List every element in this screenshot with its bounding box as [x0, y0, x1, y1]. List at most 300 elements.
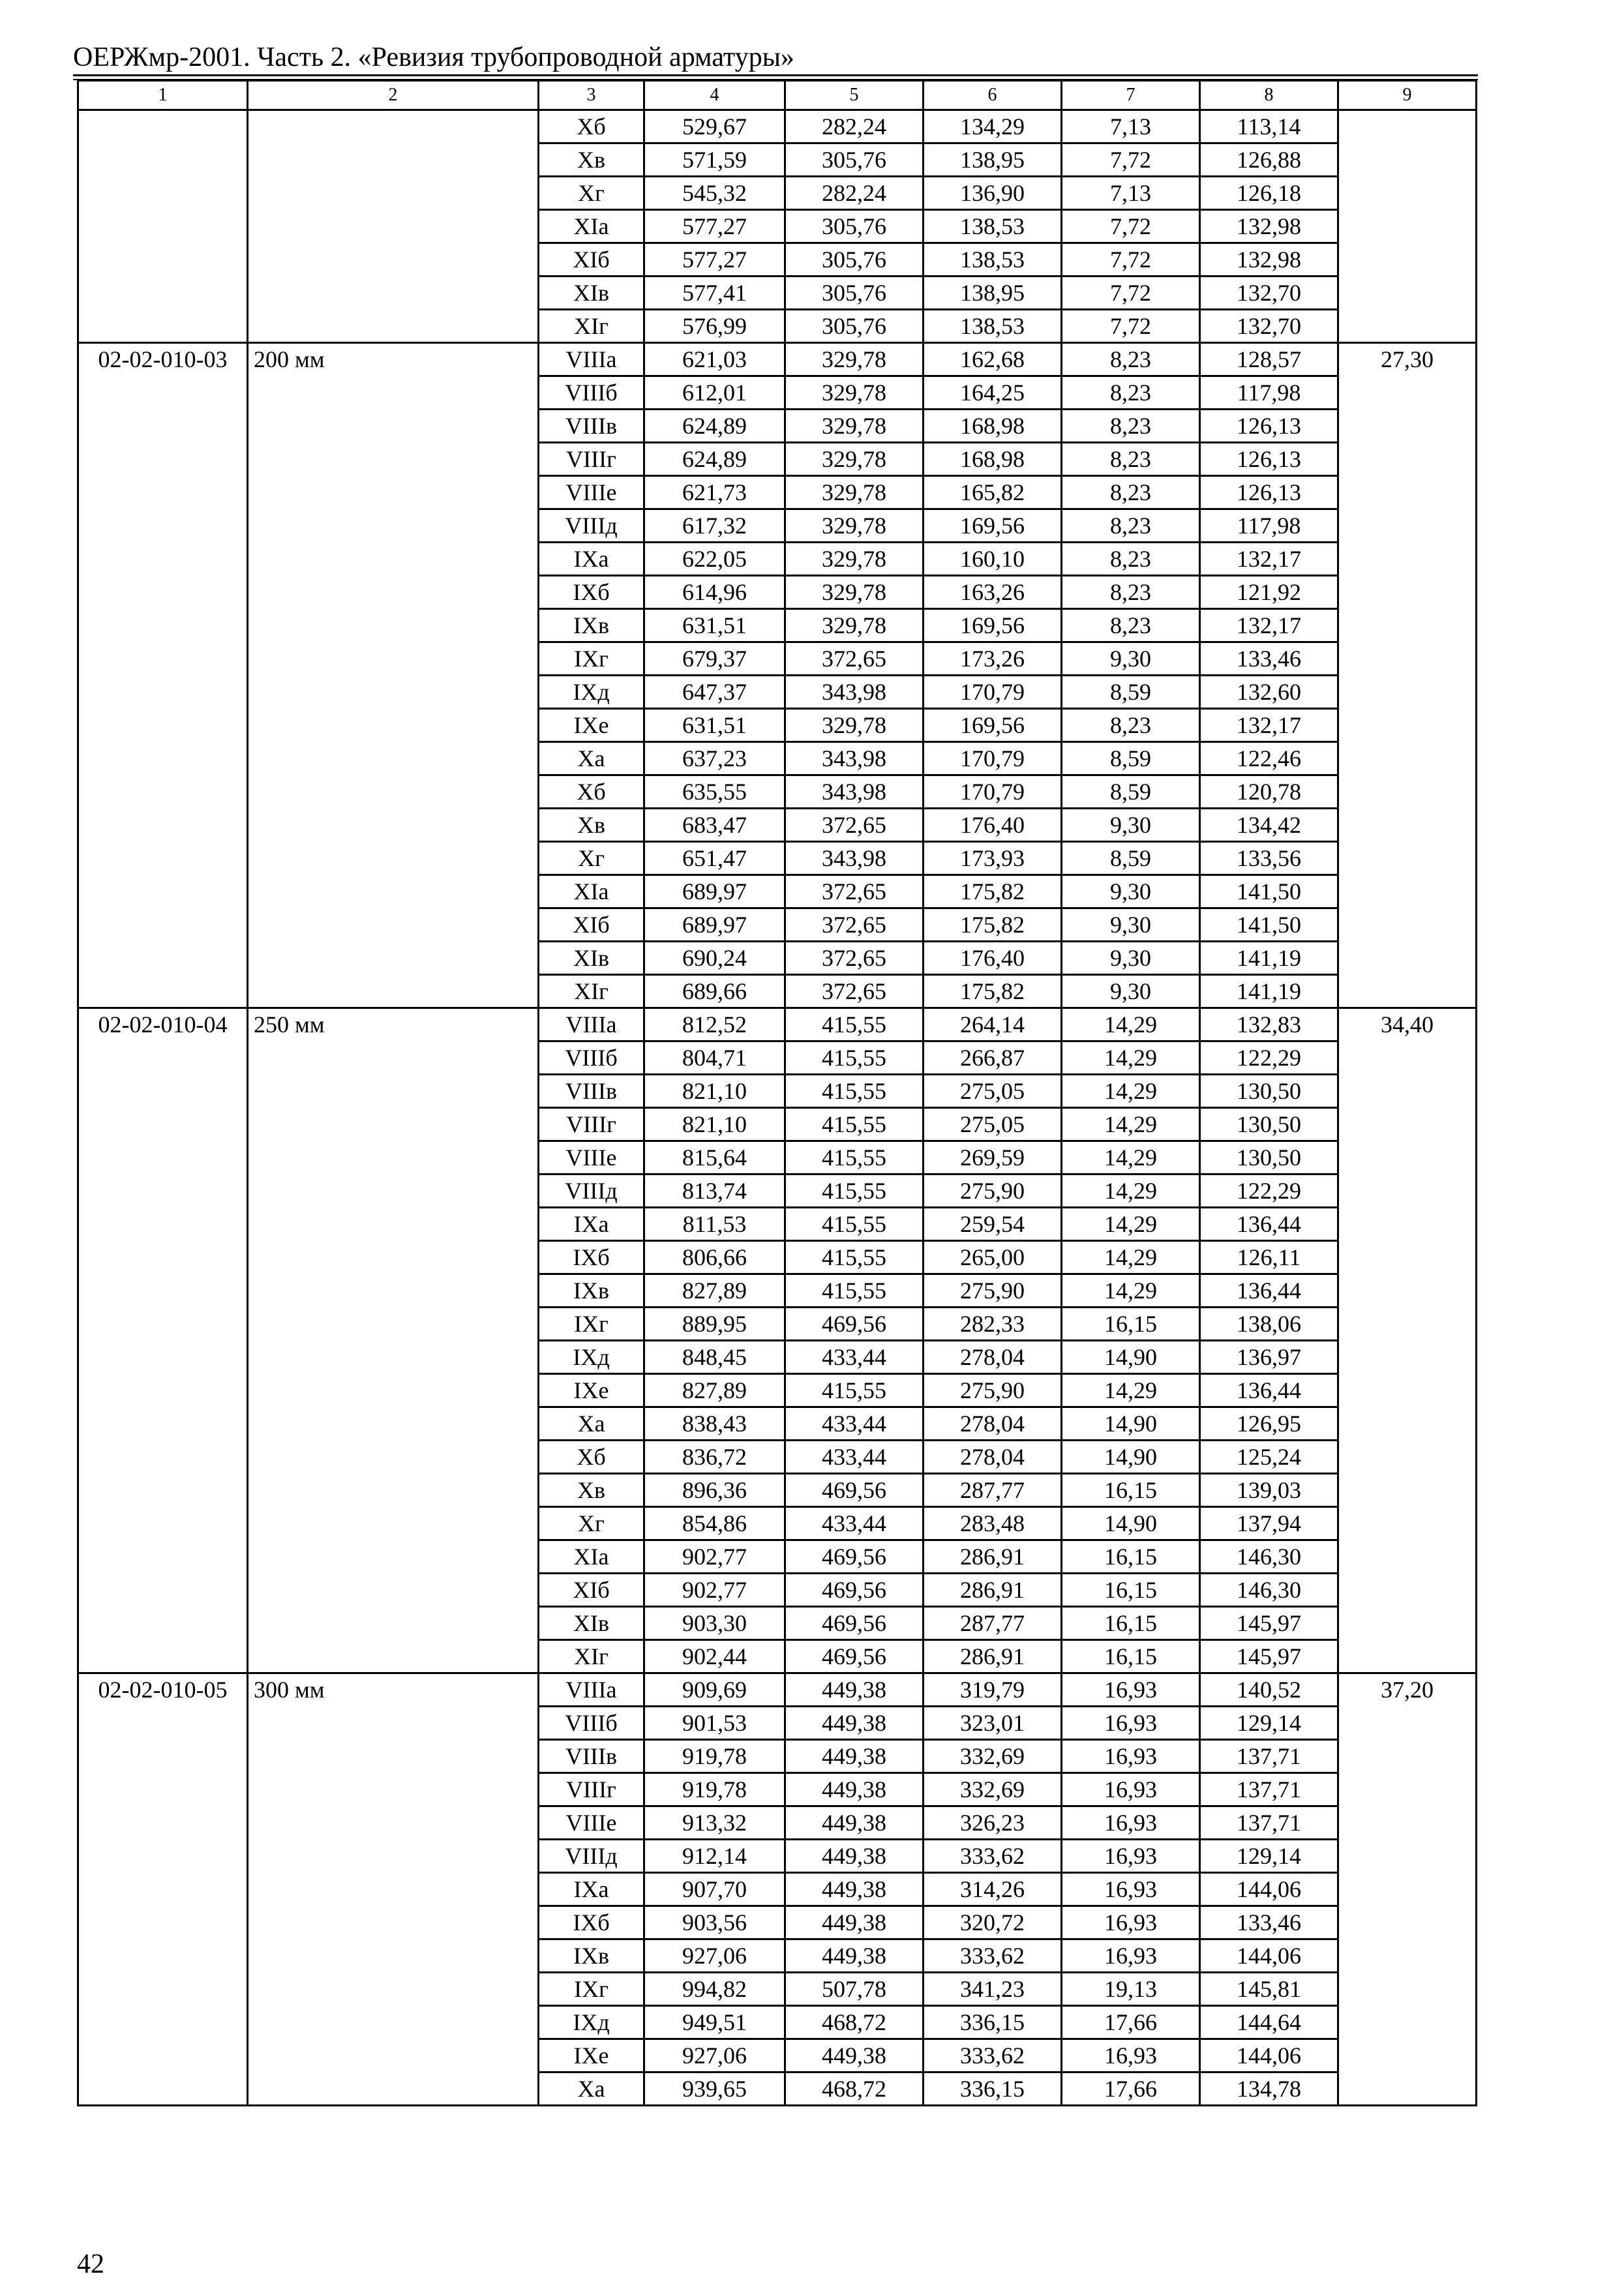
value-cell: 449,38: [785, 1840, 924, 1873]
header-rule: [73, 74, 1478, 76]
value-cell: 139,03: [1200, 1474, 1338, 1507]
value-cell: 14,90: [1062, 1407, 1200, 1441]
value-cell: 16,93: [1062, 1707, 1200, 1740]
value-cell: 16,93: [1062, 1840, 1200, 1873]
value-cell: 621,73: [644, 476, 785, 509]
value-cell: 469,56: [785, 1474, 924, 1507]
value-cell: 132,98: [1200, 210, 1338, 243]
value-cell: 130,50: [1200, 1141, 1338, 1174]
value-cell: 433,44: [785, 1341, 924, 1374]
value-cell: 7,72: [1062, 143, 1200, 177]
column-number: 2: [248, 81, 539, 110]
value-cell: 170,79: [924, 676, 1062, 709]
value-cell: 449,38: [785, 1740, 924, 1773]
value-cell: 8,59: [1062, 742, 1200, 775]
region-cell: XIб: [539, 243, 644, 277]
value-cell: 16,93: [1062, 1673, 1200, 1707]
value-cell: 468,72: [785, 2006, 924, 2039]
value-cell: 126,95: [1200, 1407, 1338, 1441]
value-cell: 919,78: [644, 1773, 785, 1806]
value-cell: 138,53: [924, 210, 1062, 243]
value-cell: 137,71: [1200, 1806, 1338, 1840]
value-cell: 305,76: [785, 310, 924, 343]
value-cell: 141,19: [1200, 975, 1338, 1008]
value-cell: 144,06: [1200, 1939, 1338, 1973]
value-cell: 329,78: [785, 410, 924, 443]
value-cell: 329,78: [785, 476, 924, 509]
value-cell: 175,82: [924, 908, 1062, 942]
value-cell: 126,13: [1200, 410, 1338, 443]
value-cell: 449,38: [785, 1939, 924, 1973]
region-cell: VIIIa: [539, 343, 644, 376]
value-cell: 113,14: [1200, 110, 1338, 143]
column-number: 4: [644, 81, 785, 110]
value-cell: 343,98: [785, 676, 924, 709]
value-cell: 889,95: [644, 1308, 785, 1341]
value-cell: 449,38: [785, 1673, 924, 1707]
value-cell: 16,93: [1062, 1740, 1200, 1773]
value-cell: 136,90: [924, 177, 1062, 210]
value-cell: 175,82: [924, 975, 1062, 1008]
rate-name-cell: 300 мм: [248, 1673, 539, 2106]
value-cell: 804,71: [644, 1041, 785, 1075]
region-cell: VIIIг: [539, 1108, 644, 1141]
value-cell: 8,23: [1062, 509, 1200, 543]
value-cell: 141,50: [1200, 875, 1338, 908]
value-cell: 415,55: [785, 1108, 924, 1141]
value-cell: 449,38: [785, 2039, 924, 2072]
value-cell: 19,13: [1062, 1973, 1200, 2006]
value-cell: 927,06: [644, 2039, 785, 2072]
value-cell: 146,30: [1200, 1574, 1338, 1607]
value-cell: 16,15: [1062, 1540, 1200, 1574]
value-cell: 14,90: [1062, 1341, 1200, 1374]
value-cell: 8,59: [1062, 676, 1200, 709]
value-cell: 994,82: [644, 1973, 785, 2006]
value-cell: 449,38: [785, 1906, 924, 1939]
value-cell: 341,23: [924, 1973, 1062, 2006]
value-cell: 815,64: [644, 1141, 785, 1174]
value-cell: 275,90: [924, 1274, 1062, 1308]
value-cell: 136,44: [1200, 1208, 1338, 1241]
value-cell: 927,06: [644, 1939, 785, 1973]
value-cell: 637,23: [644, 742, 785, 775]
value-cell: 126,18: [1200, 177, 1338, 210]
value-cell: 8,23: [1062, 609, 1200, 642]
region-cell: IXa: [539, 1208, 644, 1241]
value-cell: 8,59: [1062, 775, 1200, 809]
value-cell: 126,88: [1200, 143, 1338, 177]
value-cell: 907,70: [644, 1873, 785, 1906]
region-cell: VIIIв: [539, 1740, 644, 1773]
value-cell: 469,56: [785, 1640, 924, 1673]
value-cell: 314,26: [924, 1873, 1062, 1906]
region-cell: XIб: [539, 1574, 644, 1607]
value-cell: 433,44: [785, 1441, 924, 1474]
value-cell: 949,51: [644, 2006, 785, 2039]
rate-name-cell: 200 мм: [248, 343, 539, 1008]
value-cell: 9,30: [1062, 942, 1200, 975]
value-cell: 577,41: [644, 277, 785, 310]
value-cell: 275,90: [924, 1174, 1062, 1208]
region-cell: XIa: [539, 210, 644, 243]
value-cell: 283,48: [924, 1507, 1062, 1540]
value-cell: 122,29: [1200, 1174, 1338, 1208]
value-cell: 372,65: [785, 942, 924, 975]
value-cell: 319,79: [924, 1673, 1062, 1707]
region-cell: Xг: [539, 842, 644, 875]
value-cell: 635,55: [644, 775, 785, 809]
value-cell: 326,23: [924, 1806, 1062, 1840]
value-cell: 329,78: [785, 509, 924, 543]
column-number: 6: [924, 81, 1062, 110]
value-cell: 138,95: [924, 143, 1062, 177]
value-cell: 305,76: [785, 143, 924, 177]
value-cell: 329,78: [785, 709, 924, 742]
value-cell: 134,78: [1200, 2072, 1338, 2106]
value-cell: 902,77: [644, 1540, 785, 1574]
value-cell: 16,15: [1062, 1607, 1200, 1640]
table-row: [78, 1008, 1477, 1041]
value-cell: 333,62: [924, 1939, 1062, 1973]
value-cell: 14,90: [1062, 1441, 1200, 1474]
value-cell: 138,53: [924, 310, 1062, 343]
region-cell: Xг: [539, 1507, 644, 1540]
value-cell: 126,13: [1200, 476, 1338, 509]
column-9-cell: 34,40: [1338, 1008, 1477, 1673]
region-cell: IXe: [539, 709, 644, 742]
value-cell: 689,97: [644, 875, 785, 908]
value-cell: 838,43: [644, 1407, 785, 1441]
value-cell: 128,57: [1200, 343, 1338, 376]
value-cell: 129,14: [1200, 1840, 1338, 1873]
value-cell: 132,60: [1200, 676, 1338, 709]
value-cell: 372,65: [785, 975, 924, 1008]
value-cell: 577,27: [644, 243, 785, 277]
region-cell: IXд: [539, 1341, 644, 1374]
value-cell: 329,78: [785, 576, 924, 609]
value-cell: 343,98: [785, 842, 924, 875]
value-cell: 132,17: [1200, 709, 1338, 742]
value-cell: 323,01: [924, 1707, 1062, 1740]
value-cell: 175,82: [924, 875, 1062, 908]
value-cell: 162,68: [924, 343, 1062, 376]
value-cell: 7,72: [1062, 210, 1200, 243]
value-cell: 433,44: [785, 1407, 924, 1441]
region-cell: XIв: [539, 942, 644, 975]
value-cell: 332,69: [924, 1740, 1062, 1773]
region-cell: VIIIб: [539, 1041, 644, 1075]
value-cell: 939,65: [644, 2072, 785, 2106]
column-number: 3: [539, 81, 644, 110]
value-cell: 136,44: [1200, 1374, 1338, 1407]
value-cell: 282,33: [924, 1308, 1062, 1341]
value-cell: 16,93: [1062, 1906, 1200, 1939]
value-cell: 854,86: [644, 1507, 785, 1540]
value-cell: 812,52: [644, 1008, 785, 1041]
region-cell: VIIIв: [539, 1075, 644, 1108]
column-number: 1: [78, 81, 248, 110]
value-cell: 689,97: [644, 908, 785, 942]
value-cell: 14,29: [1062, 1108, 1200, 1141]
value-cell: 265,00: [924, 1241, 1062, 1274]
region-cell: XIг: [539, 975, 644, 1008]
value-cell: 9,30: [1062, 809, 1200, 842]
region-cell: VIIIг: [539, 1773, 644, 1806]
value-cell: 9,30: [1062, 908, 1200, 942]
rate-name-cell: [248, 110, 539, 343]
value-cell: 821,10: [644, 1108, 785, 1141]
value-cell: 165,82: [924, 476, 1062, 509]
value-cell: 689,66: [644, 975, 785, 1008]
value-cell: 16,15: [1062, 1474, 1200, 1507]
value-cell: 415,55: [785, 1008, 924, 1041]
rate-code-cell: 02-02-010-03: [78, 343, 248, 1008]
value-cell: 468,72: [785, 2072, 924, 2106]
value-cell: 329,78: [785, 376, 924, 410]
column-number: 5: [785, 81, 924, 110]
value-cell: 901,53: [644, 1707, 785, 1740]
value-cell: 415,55: [785, 1174, 924, 1208]
value-cell: 169,56: [924, 609, 1062, 642]
value-cell: 372,65: [785, 875, 924, 908]
region-cell: IXб: [539, 576, 644, 609]
value-cell: 329,78: [785, 443, 924, 476]
value-cell: 9,30: [1062, 642, 1200, 676]
region-cell: XIв: [539, 277, 644, 310]
value-cell: 132,98: [1200, 243, 1338, 277]
value-cell: 305,76: [785, 277, 924, 310]
value-cell: 173,26: [924, 642, 1062, 676]
value-cell: 173,93: [924, 842, 1062, 875]
value-cell: 449,38: [785, 1806, 924, 1840]
value-cell: 269,59: [924, 1141, 1062, 1174]
value-cell: 902,77: [644, 1574, 785, 1607]
value-cell: 168,98: [924, 443, 1062, 476]
value-cell: 415,55: [785, 1041, 924, 1075]
value-cell: 415,55: [785, 1075, 924, 1108]
value-cell: 14,29: [1062, 1008, 1200, 1041]
value-cell: 133,46: [1200, 1906, 1338, 1939]
value-cell: 415,55: [785, 1241, 924, 1274]
value-cell: 145,97: [1200, 1640, 1338, 1673]
region-cell: VIIIe: [539, 1141, 644, 1174]
rate-code-cell: 02-02-010-05: [78, 1673, 248, 2106]
value-cell: 14,29: [1062, 1374, 1200, 1407]
value-cell: 126,11: [1200, 1241, 1338, 1274]
rates-table: [77, 80, 1477, 2106]
value-cell: 14,29: [1062, 1041, 1200, 1075]
region-cell: IXг: [539, 642, 644, 676]
region-cell: VIIIв: [539, 410, 644, 443]
value-cell: 122,46: [1200, 742, 1338, 775]
value-cell: 129,14: [1200, 1707, 1338, 1740]
region-cell: Xa: [539, 2072, 644, 2106]
value-cell: 141,19: [1200, 942, 1338, 975]
value-cell: 8,23: [1062, 543, 1200, 576]
value-cell: 469,56: [785, 1308, 924, 1341]
region-cell: VIIIe: [539, 1806, 644, 1840]
value-cell: 631,51: [644, 609, 785, 642]
table-row: [78, 110, 1477, 143]
region-cell: VIIIa: [539, 1673, 644, 1707]
value-cell: 144,06: [1200, 2039, 1338, 2072]
value-cell: 7,13: [1062, 110, 1200, 143]
region-cell: XIг: [539, 310, 644, 343]
region-cell: Xб: [539, 775, 644, 809]
value-cell: 449,38: [785, 1773, 924, 1806]
value-cell: 133,56: [1200, 842, 1338, 875]
region-cell: XIa: [539, 875, 644, 908]
table-body: [78, 81, 1477, 2106]
value-cell: 287,77: [924, 1607, 1062, 1640]
value-cell: 14,29: [1062, 1075, 1200, 1108]
region-cell: IXб: [539, 1906, 644, 1939]
value-cell: 278,04: [924, 1441, 1062, 1474]
value-cell: 138,53: [924, 243, 1062, 277]
value-cell: 278,04: [924, 1407, 1062, 1441]
value-cell: 621,03: [644, 343, 785, 376]
region-cell: IXв: [539, 1274, 644, 1308]
value-cell: 9,30: [1062, 875, 1200, 908]
value-cell: 690,24: [644, 942, 785, 975]
value-cell: 282,24: [785, 177, 924, 210]
column-number: 9: [1338, 81, 1477, 110]
region-cell: Xa: [539, 742, 644, 775]
region-cell: XIa: [539, 1540, 644, 1574]
value-cell: 14,90: [1062, 1507, 1200, 1540]
value-cell: 617,32: [644, 509, 785, 543]
value-cell: 176,40: [924, 809, 1062, 842]
value-cell: 136,44: [1200, 1274, 1338, 1308]
page-number: 42: [77, 2249, 104, 2279]
value-cell: 120,78: [1200, 775, 1338, 809]
value-cell: 136,97: [1200, 1341, 1338, 1374]
value-cell: 17,66: [1062, 2006, 1200, 2039]
value-cell: 332,69: [924, 1773, 1062, 1806]
table-row: [78, 343, 1477, 376]
value-cell: 827,89: [644, 1274, 785, 1308]
value-cell: 141,50: [1200, 908, 1338, 942]
value-cell: 8,23: [1062, 576, 1200, 609]
region-cell: IXб: [539, 1241, 644, 1274]
value-cell: 343,98: [785, 742, 924, 775]
value-cell: 8,23: [1062, 709, 1200, 742]
value-cell: 821,10: [644, 1075, 785, 1108]
value-cell: 683,47: [644, 809, 785, 842]
value-cell: 140,52: [1200, 1673, 1338, 1707]
value-cell: 612,01: [644, 376, 785, 410]
table-row: [78, 1673, 1477, 1707]
column-9-cell: 27,30: [1338, 343, 1477, 1008]
value-cell: 16,93: [1062, 1806, 1200, 1840]
region-cell: Xa: [539, 1407, 644, 1441]
value-cell: 333,62: [924, 1840, 1062, 1873]
value-cell: 577,27: [644, 210, 785, 243]
region-cell: IXд: [539, 2006, 644, 2039]
value-cell: 415,55: [785, 1208, 924, 1241]
value-cell: 336,15: [924, 2006, 1062, 2039]
rate-code-cell: 02-02-010-04: [78, 1008, 248, 1673]
value-cell: 170,79: [924, 742, 1062, 775]
value-cell: 137,94: [1200, 1507, 1338, 1540]
value-cell: 121,92: [1200, 576, 1338, 609]
value-cell: 169,56: [924, 509, 1062, 543]
value-cell: 576,99: [644, 310, 785, 343]
value-cell: 507,78: [785, 1973, 924, 2006]
value-cell: 449,38: [785, 1707, 924, 1740]
value-cell: 827,89: [644, 1374, 785, 1407]
value-cell: 903,56: [644, 1906, 785, 1939]
column-number: 7: [1062, 81, 1200, 110]
value-cell: 469,56: [785, 1540, 924, 1574]
value-cell: 125,24: [1200, 1441, 1338, 1474]
value-cell: 7,13: [1062, 177, 1200, 210]
value-cell: 624,89: [644, 410, 785, 443]
value-cell: 622,05: [644, 543, 785, 576]
value-cell: 144,64: [1200, 2006, 1338, 2039]
value-cell: 132,70: [1200, 310, 1338, 343]
region-cell: VIIIд: [539, 1174, 644, 1208]
rate-code-cell: [78, 110, 248, 343]
value-cell: 449,38: [785, 1873, 924, 1906]
value-cell: 168,98: [924, 410, 1062, 443]
value-cell: 16,15: [1062, 1308, 1200, 1341]
region-cell: IXв: [539, 609, 644, 642]
region-cell: IXг: [539, 1973, 644, 2006]
value-cell: 806,66: [644, 1241, 785, 1274]
value-cell: 169,56: [924, 709, 1062, 742]
value-cell: 8,23: [1062, 343, 1200, 376]
value-cell: 415,55: [785, 1141, 924, 1174]
value-cell: 343,98: [785, 775, 924, 809]
region-cell: IXa: [539, 543, 644, 576]
value-cell: 266,87: [924, 1041, 1062, 1075]
region-cell: IXд: [539, 676, 644, 709]
value-cell: 122,29: [1200, 1041, 1338, 1075]
value-cell: 16,15: [1062, 1640, 1200, 1673]
column-number-row: [78, 81, 1477, 110]
value-cell: 415,55: [785, 1374, 924, 1407]
value-cell: 264,14: [924, 1008, 1062, 1041]
value-cell: 415,55: [785, 1274, 924, 1308]
value-cell: 614,96: [644, 576, 785, 609]
region-cell: IXa: [539, 1873, 644, 1906]
value-cell: 134,42: [1200, 809, 1338, 842]
value-cell: 163,26: [924, 576, 1062, 609]
region-cell: IXe: [539, 1374, 644, 1407]
region-cell: IXг: [539, 1308, 644, 1341]
value-cell: 16,93: [1062, 1873, 1200, 1906]
region-cell: VIIIe: [539, 476, 644, 509]
value-cell: 679,37: [644, 642, 785, 676]
value-cell: 117,98: [1200, 509, 1338, 543]
value-cell: 287,77: [924, 1474, 1062, 1507]
value-cell: 902,44: [644, 1640, 785, 1673]
value-cell: 469,56: [785, 1574, 924, 1607]
value-cell: 909,69: [644, 1673, 785, 1707]
region-cell: XIв: [539, 1607, 644, 1640]
value-cell: 651,47: [644, 842, 785, 875]
value-cell: 286,91: [924, 1574, 1062, 1607]
value-cell: 16,93: [1062, 1773, 1200, 1806]
value-cell: 14,29: [1062, 1208, 1200, 1241]
value-cell: 9,30: [1062, 975, 1200, 1008]
region-cell: VIIIг: [539, 443, 644, 476]
value-cell: 144,06: [1200, 1873, 1338, 1906]
value-cell: 160,10: [924, 543, 1062, 576]
value-cell: 329,78: [785, 343, 924, 376]
